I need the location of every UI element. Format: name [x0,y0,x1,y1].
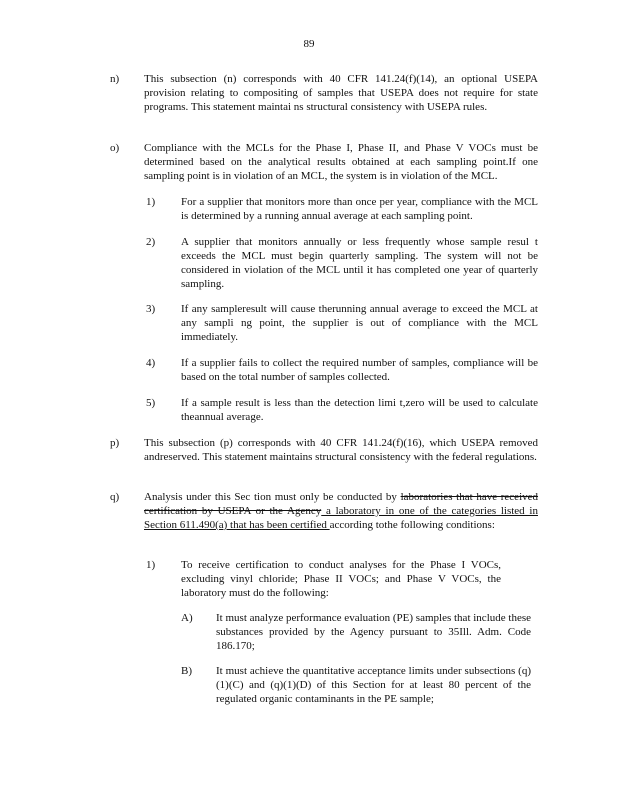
inserted-text: a laboratory in one of the categories listed in Section 611.490(a) that has been certified [144,505,538,531]
paragraph-text: If a supplier fails to collect the required number of samples, compliance will be based on the total number of samples collected. [181,357,538,383]
paragraph-text: If any sampleresult will cause therunning annual average to exceed the MCL at any sampli ng point, the supplier is out of compliance with the MCL immediately. [181,303,538,343]
paragraph-label: 3) [146,303,156,315]
paragraph-label: 1) [146,559,156,571]
subsection-text: This subsection (p) corresponds with 40 CFR 141.24(f)(16), which USEPA removed andreserved. This statement maintains structural consistency with the federal regulations. [144,437,538,463]
subsection-text: Compliance with the MCLs for the Phase I, Phase II, and Phase V VOCs must be determined based on the analytical results obtained at each sampling point.If one sampling point is in violation of an MCL, the system is in violation of the MCL. [144,142,538,182]
paragraph-label: A) [181,612,193,624]
paragraph-label: B) [181,665,192,677]
paragraph-label: 2) [146,236,156,248]
paragraph-text: A supplier that monitors annually or less frequently whose sample resul t exceeds the MCL must begin quarterly sampling. The system will not be considered in violation of the MCL until it has completed one year of quarterly sampling. [181,236,538,290]
deleted-text: laboratories that have received certification by USEPA or the Agency [144,491,539,517]
paragraph-label: 1) [146,196,156,208]
subsection-label: o) [110,142,120,154]
paragraph-text: It must analyze performance evaluation (PE) samples that include these substances provided by the Agency pursuant to 35Ill. Adm. Code 186.170; [216,612,531,652]
subsection-label: p) [110,437,120,449]
text-segment: Analysis under this Sec tion must only be conducted by [144,491,401,503]
paragraph-label: 5) [146,397,156,409]
subsection-text [144,490,538,532]
paragraph-text: It must achieve the quantitative acceptance limits under subsections (q)(1)(C) and (q)(1)(D) of this Section for at least 80 percent of the regulated organic contaminants in the PE sample; [216,665,531,705]
subsection-label: n) [110,73,120,85]
paragraph-text: If a sample result is less than the detection limi t,zero will be used to calculate theannual average. [181,397,538,423]
paragraph-text: For a supplier that monitors more than once per year, compliance with the MCL is determined by a running annual average at each sampling point. [181,196,538,222]
page-number: 89 [303,38,315,50]
paragraph-text: To receive certification to conduct analyses for the Phase I VOCs, excluding vinyl chloride; Phase II VOCs; and Phase V VOCs, the laboratory must do the following: [181,559,501,599]
subsection-text: This subsection (n) corresponds with 40 CFR 141.24(f)(14), an optional USEPA provision relating to compositing of samples that USEPA does not require for state programs. This statement maintai ns structural consistency with USEPA rules. [144,73,538,113]
text-segment: according tothe following conditions: [329,519,495,531]
paragraph-label: 4) [146,357,156,369]
subsection-label: q) [110,491,120,503]
